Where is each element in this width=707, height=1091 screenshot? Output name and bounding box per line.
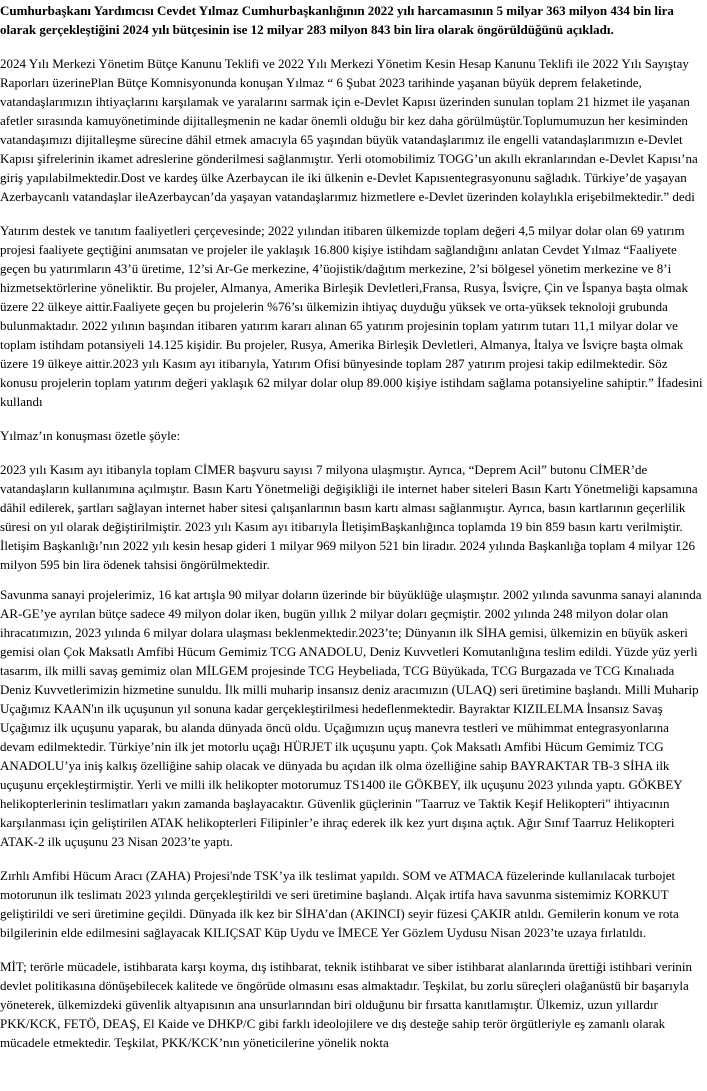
article-paragraph: Savunma sanayi projelerimiz, 16 kat artışla 90 milyar doların üzerinde bir büyüklüğe ulaşmıştır. 2002 yılında savunma sanayi alanında AR-GE’ye ayrılan bütçe sadece 49 milyon dolar iken, bugün yıllık 2 milyar doları geçmiştir. 2002 yılında 248 milyon dolar olan ihracatımızın, 2023 yılında 6 milyar dolara ulaşması beklenmektedir.2023’te; Dünyanın ilk SİHA gemisi, ülkemizin en büyük askeri gemisi olan Çok Maksatlı Amfibi Hücum Gemimiz TCG ANADOLU, Deniz Kuvvetleri Komutanlığına teslim edildi. Yüzde yüz yerli tasarım, ilk milli savaş gemimiz olan MİLGEM projesinde TCG Heybeliada, TCG Büyükada, TCG Burgazada ve TCG Kınalıada Deniz Kuvvetlerimizin hizmetine sunuldu. İlk milli muharip insansız deniz aracımızın (ULAQ) seri üretimine başlandı. Milli Muharip Uçağımız KAAN'ın ilk uçuşunun yıl sonuna kadar gerçekleştirilmesi hedeflenmektedir. Bayraktar KIZILELMA İnsansız Savaş Uçağımız ilk uçuşunu yaparak, bu alanda dünyada öncü oldu. Uçağımızın uçuş manevra testleri ve mühimmat entegrasyonlarına devam edilmektedir. Türkiye’nin ilk jet motorlu uçağı HÜRJET ilk uçuşunu yaptı. Çok Maksatlı Amfibi Hücum Gemimiz TCG ANADOLU’ya iniş kalkış özelliğine sahip olacak ve dünyada bu açıdan ilk olma özelliğine sahip BAYRAKTAR TB-3 SİHA ilk uçuşunu erçekleştirmiştir. Yerli ve milli ilk helikopter motorumuz TS1400 ile GÖKBEY, ilk uçuşunu 2023 yılında yaptı. GÖKBEY helikopterlerinin teslimatları yakın zamanda başlayacaktır. Güvenlik güçlerinin "Taarruz ve Taktik Keşif Helikopteri" ihtiyacının karşılanması için geliştirilen ATAK helikopterleri Filipinler’e ihraç ederek ilk kez yurt dışına açtık. Ağır Sınıf Taarruz Helikopteri ATAK-2 ilk uçuşunu 23 Nisan 2023’te yaptı.: [0, 587, 702, 849]
article-paragraph: 2024 Yılı Merkezi Yönetim Bütçe Kanunu Teklifi ve 2022 Yılı Merkezi Yönetim Kesin Hesap Kanunu Teklifi ile 2022 Yılı Sayıştay Raporları üzerinePlan Bütçe Komnisyonunda konuşan Yılmaz “ 6 Şubat 2023 tarihinde yaşanan büyük deprem felaketinde, vatandaşlarımızın ihtiyaçlarını karşılamak ve yaralarını sarmak için e-Devlet Kapısı üzerinden sunulan toplam 21 hizmet ile yaşanan afetler sırasında kamuyönetiminde dijitalleşmenin ne kadar önemli olduğu bir kez daha görülmüştür.Toplumumuzun her kesiminden vatandaşımızı dijitalleşme sürecine dâhil etmek amacıyla 65 yaşından büyük vatandaşlarımız ile engelli vatandaşlarımızın e-Devlet Kapısı şifrelerinin ikamet adreslerine gönderilmesi sağlanmıştır. Yerli otomobilimiz TOGG’un akıllı ekranlarından e-Devlet Kapısı’na giriş yapılabilmektedir.Dost ve kardeş ülke Azerbaycan ile iki ülkenin e-Devlet Kapısıentegrasyonunu sağladık. Türkiye’de yaşayan Azerbaycanlı vatandaşlar ileAzerbaycan’da yaşayan vatandaşlarımız hizmetlere e-Devlet üzerinden kolaylıkla erişebilmektedir.” dedi: [0, 56, 698, 204]
article-headline: Cumhurbaşkanı Yardımcısı Cevdet Yılmaz Cumhurbaşkanlığının 2022 yılı harcamasının 5 milyar 363 milyon 434 bin lira olarak gerçekleştiğini 2024 yılı bütçesinin ise 12 milyar 283 milyon 843 bin lira olarak öngörüldüğünü açıkladı.: [0, 3, 674, 37]
article-paragraph: Zırhlı Amfibi Hücum Aracı (ZAHA) Projesi'nde TSK’ya ilk teslimat yapıldı. SOM ve ATMACA füzelerinde kullanılacak turbojet motorunun ilk teslimatı 2023 yılında gerçekleştirildi ve seri üretimine başlandı. Alçak irtifa hava savunma sistemimiz KORKUT geliştirildi ve seri üretimine geçildi. Dünyada ilk kez bir SİHA’dan (AKINCI) seyir füzesi ÇAKIR atıldı. Gemilerin konum ve rota bilgilerinin elde edilmesini sağlayacak KILIÇSAT Küp Uydu ve İMECE Yer Gözlem Uydusu Nisan 2023’te uzaya fırlatıldı.: [0, 868, 679, 940]
article-paragraph: Yılmaz’ın konuşması özetle şöyle:: [0, 428, 181, 443]
article-paragraph: MİT; terörle mücadele, istihbarata karşı koyma, dış istihbarat, teknik istihbarat ve siber istihbarat alanlarında ürettiği istihbari verinin devlet politikasına dönüşebilecek kalitede ve öngörüde olmasını esas almaktadır. Teşkilat, bu zorlu süreçleri olağanüstü bir başarıyla yöneterek, ülkemizdeki güvenlik altyapısının ana unsurlarından biri olduğunu bir fırsatta kanıtlamıştır. Ülkemiz, uzun yıllardır PKK/KCK, FETÖ, DEAŞ, El Kaide ve DHKP/C gibi farklı ideolojilere ve dış desteğe sahip terör örgütleriyle eş zamanlı olarak mücadele etmektedir. Teşkilat, PKK/KCK’nın yöneticilerine yönelik nokta: [0, 959, 693, 1050]
article-paragraph: 2023 yılı Kasım ayı itibanyla toplam CİMER başvuru sayısı 7 milyona ulaşmıştır. Ayrıca, “Deprem Acil” butonu CİMER’de vatandaşların kullanımına açılmıştır. Basın Kartı Yönetmeliği değişikliği ile internet haber siteleri Basın Kartı Yönetmeliği kapsamına dâhil edilerek, şartları sağlayan internet haber sitesi çalışanlarının basın kartı alması sağlanmıştır. Ayrıca, basın kartlarının geçerlilik süresi on yıl olarak değiştirilmiştir. 2023 yılı Kasım ayı itibarıyla İletişimBaşkanlığınca toplamda 19 bin 859 basın kartı verilmiştir. İletişim Başkanlığı’nın 2022 yılı kesin hesap gideri 1 milyar 969 milyon 521 bin liradır. 2024 yılında Başkanlığa toplam 4 milyar 126 milyon 595 bin lira ödenek tahsisi öngörülmektedir.: [0, 462, 698, 572]
article-paragraph: Yatırım destek ve tanıtım faaliyetleri çerçevesinde; 2022 yılından itibaren ülkemizde toplam değeri 4,5 milyar dolar olan 69 yatırım projesi faaliyete geçtiğini anımsatan ve projeler ile yaklaşık 16.800 kişiye istihdam sağlandığını anlatan Cevdet Yılmaz “Faaliyete geçen bu yatırımların 43’ü üretime, 12’si Ar-Ge merkezine, 4’üojistik/dağıtım merkezine, 2’si bölgesel yönetim merkezine ve 8’i hizmetsektörlerine yöneliktir. Bu projeler, Almanya, Amerika Birleşik Devletleri,Fransa, Rusya, İsviçre, Çin ve İspanya başta olmak üzere 22 ülkeye aittir.Faaliyete geçen bu projelerin %76’sı ülkemizin ihtiyaç duyduğu yüksek ve orta-yüksek teknoloji grubunda bulunmaktadır. 2022 yılının başından itibaren yatırım kararı alınan 65 yatırım projesinin toplam yatırım tutarı 11,1 milyar dolar ve toplam istihdam potansiyeli 14.125 kişidir. Bu projeler, Rusya, Amerika Birleşik Devletleri, Almanya, İtalya ve İsviçre başta olmak üzere 19 ülkeye aittir.2023 yılı Kasım ayı itibarıyla, Yatırım Ofisi bünyesinde toplam 287 yatırım projesi takip edilmektedir. Söz konusu projelerin toplam yatırım değeri yaklaşık 62 milyar dolar olup 89.000 kişiye istihdam sağlama potansiyeline sahiptir.” İfadesini kullandı: [0, 223, 703, 409]
